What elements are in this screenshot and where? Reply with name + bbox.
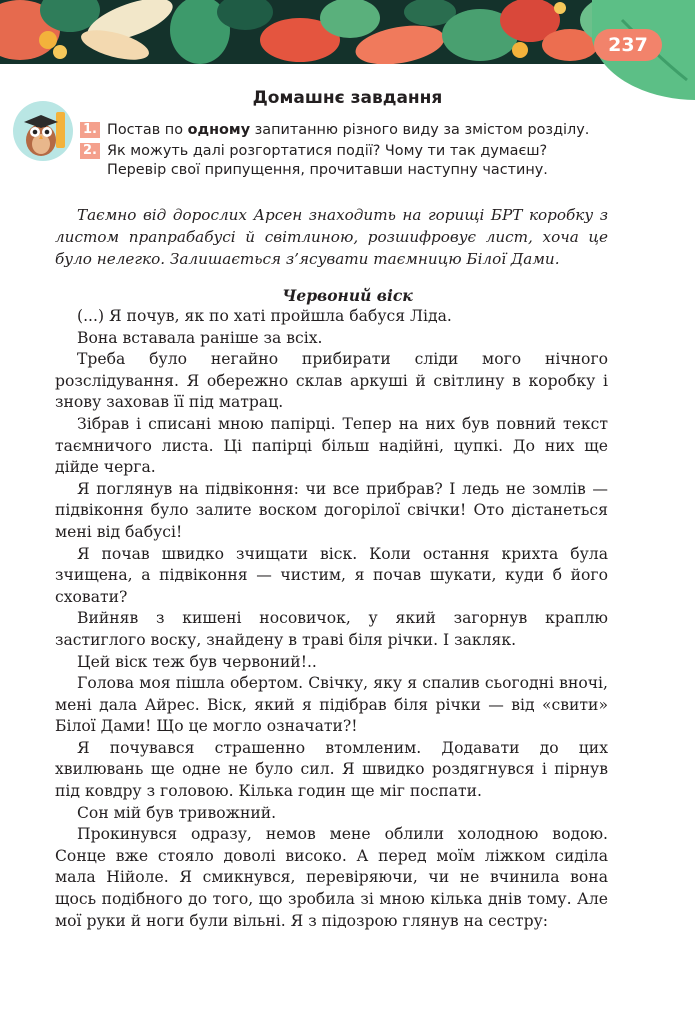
paragraph: Цей віск теж був червоний!.. [77, 652, 317, 671]
paragraph: Сон мій був тривожний. [77, 803, 277, 822]
homework-task-2 [80, 141, 547, 161]
homework-title: Домашнє завдання [252, 88, 443, 108]
paragraph: Я поглянув на підвіконня: чи все прибрав? І ледь не зомлів — підвіконня було залите воском догорілої свічки! Ото дістанеться мені від бабусі! [55, 479, 608, 541]
paragraph: Прокинувся одразу, немов мене облили холодною водою. Сонце вже стояло доволі високо. А перед моїм ліжком сиділа мала Нійоле. Я смикнувся, перевіряючи, чи не вчинила вона щось подібного до того, що зробила зі мною кілька днів тому. Але мої руки й ноги були вільні. Я з підозрою глянув на сестру: [55, 825, 608, 930]
paragraph: (...) Я почув, як по хаті пройшла бабуся Ліда. [77, 307, 452, 325]
task-text-bold: одному [187, 122, 251, 138]
task-number: 2. [80, 143, 100, 159]
homework-task-1 [80, 120, 589, 140]
paragraph: Я почувався страшенно втомленим. Додавати до цих хвилювань ще одне не було сил. Я швидко роздягнувся і пірнув під ковдру з головою. Кілька годин ще міг поспати. [55, 738, 608, 801]
task-text-part: запитанню різного виду за змістом розділу. [250, 122, 590, 138]
chapter-body [55, 306, 608, 932]
task-text: Як можуть далі розгортатися події? Чому ти так думаєш? [107, 143, 548, 159]
owl-mascot-icon [12, 100, 74, 162]
paragraph: Треба було негайно прибирати сліди мого нічного розслідування. Я обережно склав аркуші й світлину в коробку і знову заховав її під матрац. [55, 350, 608, 412]
paragraph: Я почав швидко зчищати віск. Коли остання крихта була зчищена, а підвіконня — чистим, я почав шукати, куди б його сховати? [55, 544, 608, 606]
decorative-foliage-banner [0, 0, 695, 64]
task-text-part: Постав по [107, 122, 188, 138]
task-text [107, 122, 589, 138]
paragraph: Вийняв з кишені носовичок, у який загорнув краплю застиглого воску, знайдену в траві біля річки. І закляк. [55, 609, 608, 649]
foliage-illustration [0, 0, 695, 64]
paragraph: Голова моя пішла обертом. Свічку, яку я спалив сьогодні вночі, мені дала Айрес. Віск, який я підібрав біля річки — від «свити» Білої Дами! Що це могло означати?! [55, 674, 608, 736]
task-number: 1. [80, 122, 100, 138]
paragraph: Зібрав і списані мною папірці. Тепер на них був повний текст таємничого листа. Ці папірці більш надійні, цупкі. До них ще дійде черга. [55, 414, 608, 477]
page-number: 237 [594, 29, 662, 61]
chapter-summary: Таємно від дорослих Арсен знаходить на горищі БРТ коробку з листом прапрабабусі й світлиною, розшифровує лист, хоча це було нелегко. Залишається з’ясувати таємницю Білої Дами. [55, 206, 608, 268]
homework-task-2-continuation: Перевір свої припущення, прочитавши наступну частину. [107, 162, 548, 178]
chapter-title: Червоний віск [282, 286, 413, 305]
paragraph: Вона вставала раніше за всіх. [77, 328, 323, 347]
